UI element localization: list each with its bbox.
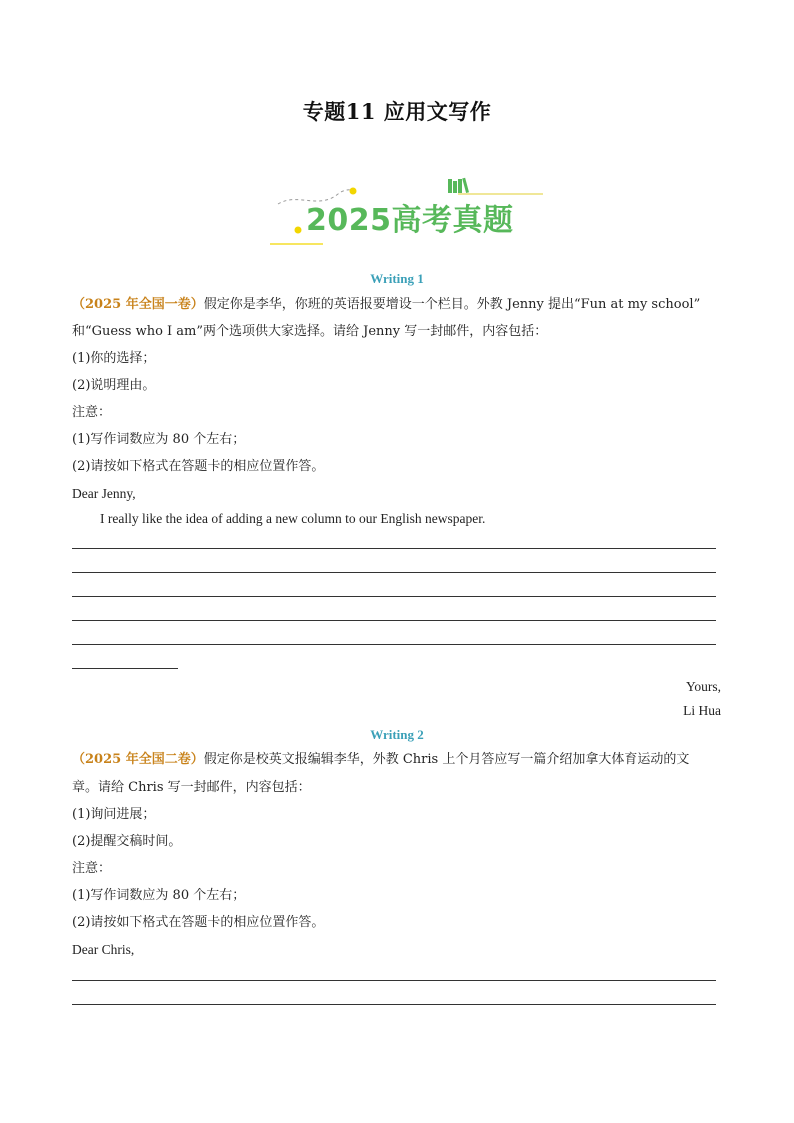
writing2-note: (2)请按如下格式在答题卡的相应位置作答。 — [72, 915, 325, 930]
writing1-item: (2)说明理由。 — [72, 378, 156, 393]
writing2-note-label: 注意： — [72, 861, 112, 876]
page-title: 专题11 应用文写作 — [302, 99, 492, 124]
writing1-item: (1)你的选择； — [72, 351, 156, 366]
writing2-note: (1)写作词数应为 80 个左右； — [72, 888, 246, 903]
writing1-note: (2)请按如下格式在答题卡的相应位置作答。 — [72, 459, 325, 474]
answer-line — [72, 548, 716, 549]
writing1-note: (1)写作词数应为 80 个左右； — [72, 432, 246, 447]
writing1-prompt-text: 假定你是李华，你班的英语报要增设一个栏目。外教 Jenny 提出“Fun at my school” — [203, 297, 701, 312]
writing1-note-label: 注意： — [72, 405, 112, 420]
writing2-greeting: Dear Chris, — [72, 942, 135, 957]
banner-dot — [295, 227, 302, 234]
books-icon — [448, 178, 469, 193]
writing2-item: (2)提醒交稿时间。 — [72, 834, 182, 849]
writing2-prompt-line1 — [72, 752, 689, 768]
writing2-prompt-text: 假定你是校英文报编辑李华，外教 Chris 上个月答应写一篇介绍加拿大体育运动的文 — [203, 752, 690, 767]
writing1-heading: Writing 1 — [370, 271, 424, 286]
banner-title: 2025高考真题 — [306, 203, 514, 238]
writing1-prompt-line2: 和“Guess who I am”两个选项供大家选择。请给 Jenny 写一封邮件，内容包括： — [72, 324, 548, 339]
answer-line — [72, 596, 716, 597]
writing1-opening: I really like the idea of adding a new column to our English newspaper. — [100, 511, 486, 526]
answer-line — [72, 980, 716, 981]
answer-line — [72, 620, 716, 621]
writing1-greeting: Dear Jenny, — [72, 486, 136, 501]
answer-line — [72, 572, 716, 573]
answer-line — [72, 1004, 716, 1005]
writing1-signature: Li Hua — [683, 703, 721, 718]
answer-line-short — [72, 668, 178, 669]
writing2-item: (1)询问进展； — [72, 807, 156, 822]
banner-dot — [350, 188, 357, 195]
writing1-prompt-line1 — [72, 297, 700, 313]
writing1-closing: Yours, — [685, 679, 721, 694]
writing2-heading: Writing 2 — [370, 727, 424, 742]
answer-line — [72, 644, 716, 645]
writing2-source-tag: （2025 年全国二卷） — [72, 752, 204, 767]
writing2-prompt-line2: 章。请给 Chris 写一封邮件，内容包括： — [72, 780, 311, 795]
writing1-source-tag: （2025 年全国一卷） — [72, 297, 204, 312]
